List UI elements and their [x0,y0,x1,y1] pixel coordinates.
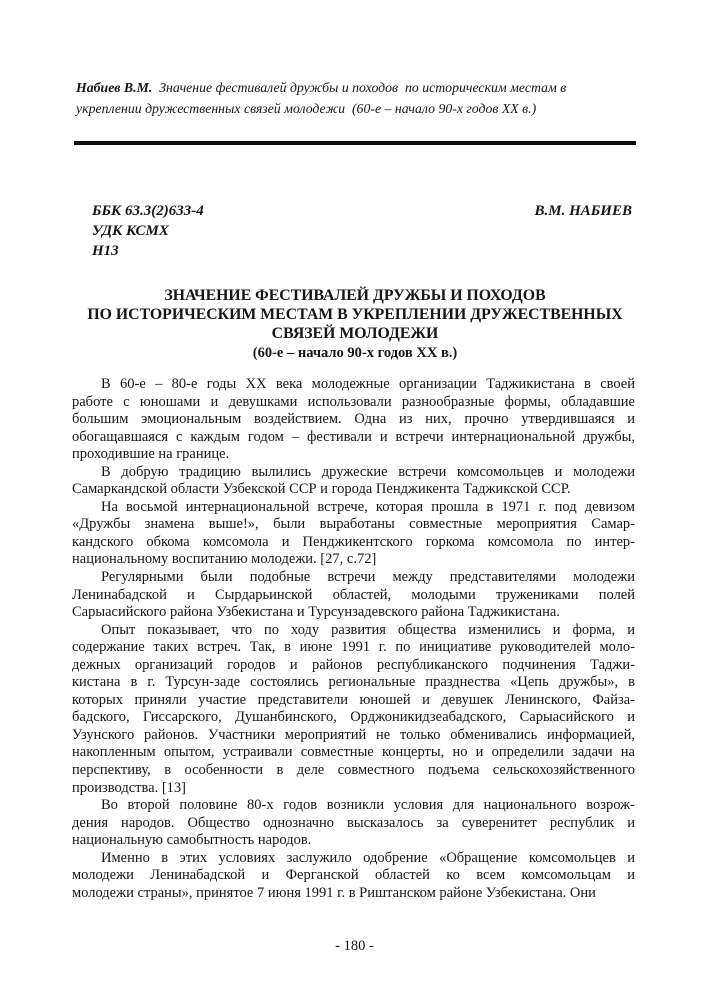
paragraph-line: Самаркандской области Узбекской ССР и города Пенджикента Таджикской ССР. [72,481,571,498]
paragraph-line: В 60-е – 80-е годы XX века молодежные организации Таджикистана в своей [101,376,635,392]
paragraph-line: В добрую традицию вылились дружеские встречи комсомольцев и молодежи [101,463,635,480]
paragraph-line: национальную самобытность народов. [72,832,312,849]
article-title [72,286,638,363]
paragraph-line: работе с юношами и девушками использовали разнообразные формы, обладавшие [72,393,635,410]
paragraph-line: проходившие на границе. [72,446,230,463]
paragraph-line: содержание таких встреч. Так, в июне 1991 г. по инициативе руководителей моло- [72,639,635,656]
page-number: - 180 - [335,938,374,954]
body-paragraph [72,850,635,903]
paragraph-line: Опыт показывает, что по ходу развития общества изменились и форма, и [101,621,635,638]
paragraph-line: накопленным опытом, устраивали совместные концерты, но и определили задачи на [72,744,635,761]
body-paragraph [72,622,635,797]
udk-code: УДК КСМХ [92,222,169,239]
paragraph-line: На восьмой интернациональной встрече, которая прошла в 1971 г. под девизом [101,498,635,515]
paragraph-line: кистана в г. Турсун-заде состоялись региональные празднества «Цепь дружбы», в [72,674,635,691]
paragraph-line: кандского обкома комсомола и Пенджикентского горкома комсомола по интер- [72,533,635,550]
paragraph-line: бадского, Гиссарского, Душанбинского, Орджоникидзеабадского, Сарыасийского и [72,709,635,726]
paragraph-line: молодежи страны», принятое 7 июня 1991 г. в Риштанском районе Узбекистана. Они [72,884,596,901]
paragraph-line: дения народов. Общество однозначно высказалось за суверенитет республик и [72,814,635,831]
paragraph-line: перспективу, в особенности в деле совместного подъема сельскохозяйственного [72,762,635,779]
body-paragraph [72,797,635,850]
article-body [72,376,635,902]
running-head-line-2: укреплении дружественных связей молодежи (60-е – начало 90-х годов XX в.) [76,100,537,116]
running-head-author: Набиев В.М. [76,80,153,95]
paragraph-line: Сарыасийского района Узбекистана и Турсунзадевского района Таджикистана. [72,604,560,621]
running-head-title-part: Значение фестивалей дружбы и походов по историческим местам в [152,80,567,95]
paragraph-line: Узунского районов. Участники мероприятий не только обменивались информацией, [72,726,635,743]
body-paragraph [72,499,635,569]
paragraph-line: Ленинабадской и Сырдарьинской областей, молодыми тружениками полей [72,586,635,603]
bbk-code: ББК 63.3(2)633-4 [92,203,204,219]
body-paragraph [72,569,635,622]
paragraph-line: дежных организаций городов и районов республиканского подчинения Таджи- [72,656,635,673]
body-paragraph [72,464,635,499]
paragraph-line: Регулярными были подобные встречи между представителями молодежи [101,569,635,586]
article-subtitle: (60-е – начало 90-х годов XX в.) [252,344,458,361]
paragraph-line: обогащавшаяся с каждым годом – фестивали и встречи интернациональной дружбы, [72,428,635,445]
title-line: ЗНАЧЕНИЕ ФЕСТИВАЛЕЙ ДРУЖБЫ И ПОХОДОВ [164,287,546,304]
title-line: СВЯЗЕЙ МОЛОДЕЖИ [271,325,439,343]
author-name: В.М. НАБИЕВ [534,203,632,219]
body-paragraph [72,376,635,464]
running-head [76,78,621,119]
paragraph-line: Во второй половине 80-х годов возникли условия для национального возрож- [101,797,635,814]
paragraph-line: большим эмоциональным воздействием. Одна из них, прочно утвердившаяся и [72,411,635,428]
paragraph-line: которых приняли участие представители юношей и девушек Ленинского, Файза- [72,691,635,708]
title-line: ПО ИСТОРИЧЕСКИМ МЕСТАМ В УКРЕПЛЕНИИ ДРУЖЕСТВЕННЫХ [87,306,623,324]
paragraph-line: производства. [13] [72,779,186,796]
paragraph-line: молодежи Ленинабадской и Ферганской областей ко всем комсомольцам и [72,867,635,884]
paragraph-line: Именно в этих условиях заслужило одобрение «Обращение комсомольцев и [101,849,635,866]
document-index: Н13 [92,242,119,259]
paragraph-line: национальному воспитанию молодежи. [27, с.72] [72,551,377,568]
biblio-block [92,202,204,261]
running-head-line-1 [76,78,621,99]
paragraph-line: «Дружбы знамена выше!», были выработаны совместные мероприятия Самар- [72,516,635,533]
divider-rule [74,141,636,145]
